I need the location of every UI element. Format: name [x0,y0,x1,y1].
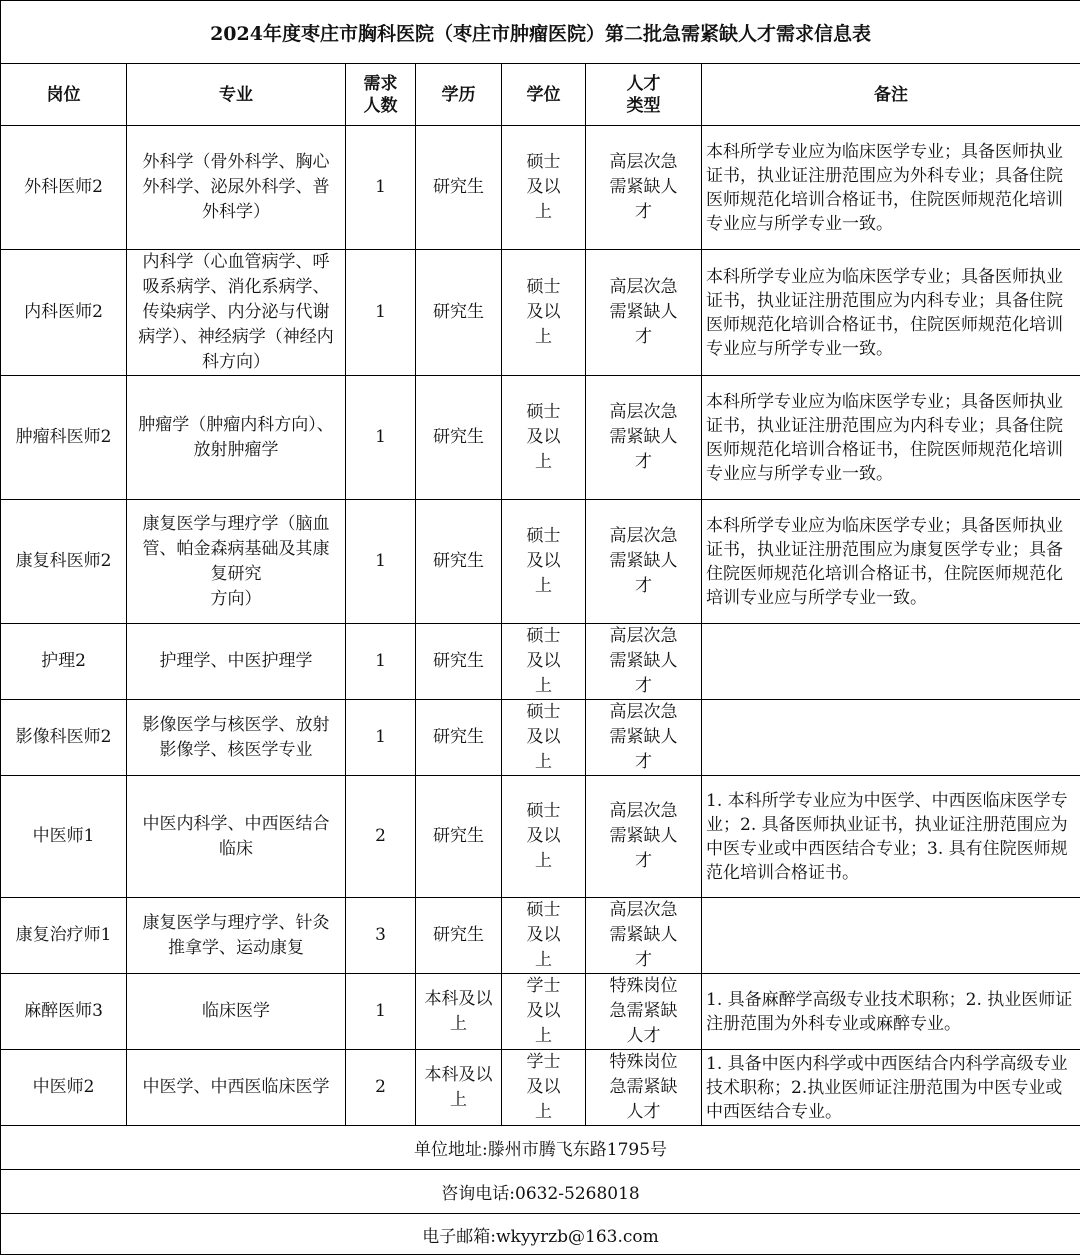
header-count: 需求 人数 [346,64,416,126]
cell-education-text: 本科及以上 [425,987,493,1037]
cell-count: 1 [346,126,416,250]
cell-degree [502,1050,586,1126]
header-major: 专业 [127,64,346,126]
table-row [1,624,1080,700]
cell-education-text: 研究生 [425,725,493,750]
cell-major: 护理学、中医护理学 [127,624,346,700]
cell-remarks: 本科所学专业应为临床医学专业；具备医师执业证书，执业证注册范围应为康复医学专业；具备住院医师规范化培训合格证书，住院医师规范化培训专业应与所学专业一致。 [702,500,1080,624]
cell-position: 影像科医师2 [1,700,127,776]
table-row [1,974,1080,1050]
table-row [1,898,1080,974]
header-row [1,64,1080,126]
cell-education [416,376,502,500]
cell-remarks [702,898,1080,974]
cell-talent-type [586,700,702,776]
cell-degree-text: 学士及以上 [522,974,565,1049]
cell-degree [502,126,586,250]
cell-major: 影像医学与核医学、放射影像学、核医学专业 [127,700,346,776]
cell-degree [502,898,586,974]
cell-education [416,1050,502,1126]
cell-position: 内科医师2 [1,250,127,376]
cell-degree-text: 硕士及以上 [522,700,565,775]
cell-position: 康复科医师2 [1,500,127,624]
cell-remarks: 本科所学专业应为临床医学专业；具备医师执业证书，执业证注册范围应为内科专业；具备住院医师规范化培训合格证书，住院医师规范化培训专业应与所学专业一致。 [702,376,1080,500]
table-row [1,1050,1080,1126]
cell-remarks: 本科所学专业应为临床医学专业；具备医师执业证书，执业证注册范围应为内科专业；具备住院医师规范化培训合格证书，住院医师规范化培训专业应与所学专业一致。 [702,250,1080,376]
cell-position: 中医师2 [1,1050,127,1126]
cell-degree-text: 硕士及以上 [522,799,565,874]
cell-education [416,974,502,1050]
cell-major: 外科学（骨外科学、胸心外科学、泌尿外科学、普外科学） [127,126,346,250]
footer-address-row [1,1126,1080,1170]
cell-education [416,624,502,700]
cell-education-text: 本科及以上 [425,1063,493,1113]
cell-education-text: 研究生 [425,175,493,200]
cell-degree [502,974,586,1050]
cell-degree [502,500,586,624]
cell-talent-type-text: 特殊岗位急需紧缺人才 [605,974,682,1049]
footer-address: 单位地址:滕州市腾飞东路1795号 [1,1126,1080,1170]
cell-count: 1 [346,974,416,1050]
cell-education-text: 研究生 [425,824,493,849]
table-row [1,376,1080,500]
table-row [1,500,1080,624]
cell-major: 康复医学与理疗学、针灸推拿学、运动康复 [127,898,346,974]
cell-talent-type [586,776,702,898]
cell-count: 3 [346,898,416,974]
cell-talent-type-text: 高层次急需紧缺人才 [605,150,682,225]
cell-education-text: 研究生 [425,649,493,674]
header-education: 学历 [416,64,502,126]
cell-education-text: 研究生 [425,425,493,450]
header-remarks: 备注 [702,64,1080,126]
cell-education-text: 研究生 [425,300,493,325]
cell-remarks: 1. 具备麻醉学高级专业技术职称；2. 执业医师证注册范围为外科专业或麻醉专业。 [702,974,1080,1050]
cell-talent-type [586,250,702,376]
cell-education [416,250,502,376]
cell-degree [502,376,586,500]
cell-remarks [702,700,1080,776]
cell-remarks: 1. 具备中医内科学或中西医结合内科学高级专业技术职称；2.执业医师证注册范围为中医专业或中西医结合专业。 [702,1050,1080,1126]
footer-phone-row [1,1170,1080,1214]
cell-talent-type [586,500,702,624]
cell-education [416,776,502,898]
cell-talent-type [586,126,702,250]
cell-remarks [702,624,1080,700]
header-degree: 学位 [502,64,586,126]
cell-degree-text: 硕士及以上 [522,150,565,225]
cell-degree [502,250,586,376]
cell-position: 肿瘤科医师2 [1,376,127,500]
footer-phone: 咨询电话:0632-5268018 [1,1170,1080,1214]
cell-talent-type-text: 高层次急需紧缺人才 [605,524,682,599]
cell-count: 1 [346,376,416,500]
cell-talent-type-text: 高层次急需紧缺人才 [605,400,682,475]
cell-major: 康复医学与理疗学（脑血管、帕金森病基础及其康复研究 方向） [127,500,346,624]
cell-talent-type-text: 高层次急需紧缺人才 [605,275,682,350]
cell-count: 1 [346,500,416,624]
cell-talent-type-text: 特殊岗位急需紧缺人才 [605,1050,682,1125]
cell-position: 中医师1 [1,776,127,898]
cell-talent-type [586,624,702,700]
cell-major: 肿瘤学（肿瘤内科方向）、放射肿瘤学 [127,376,346,500]
table-row [1,700,1080,776]
cell-degree-text: 硕士及以上 [522,400,565,475]
cell-remarks: 本科所学专业应为临床医学专业；具备医师执业证书，执业证注册范围应为外科专业；具备住院医师规范化培训合格证书，住院医师规范化培训专业应与所学专业一致。 [702,126,1080,250]
cell-education-text: 研究生 [425,923,493,948]
cell-major: 临床医学 [127,974,346,1050]
cell-count: 1 [346,250,416,376]
cell-position: 康复治疗师1 [1,898,127,974]
cell-talent-type [586,974,702,1050]
cell-education-text: 研究生 [425,549,493,574]
footer-email: 电子邮箱:wkyyrzb@163.com [1,1214,1080,1255]
cell-degree [502,700,586,776]
cell-talent-type-text: 高层次急需紧缺人才 [605,624,682,699]
table-row [1,776,1080,898]
cell-talent-type [586,1050,702,1126]
cell-talent-type [586,898,702,974]
cell-count: 2 [346,1050,416,1126]
table-row [1,250,1080,376]
cell-major: 内科学（心血管病学、呼吸系病学、消化系病学、传染病学、内分泌与代谢病学）、神经病学（神经内科方向） [127,250,346,376]
cell-major: 中医内科学、中西医结合临床 [127,776,346,898]
cell-talent-type-text: 高层次急需紧缺人才 [605,799,682,874]
cell-degree-text: 硕士及以上 [522,624,565,699]
cell-education [416,898,502,974]
cell-major: 中医学、中西医临床医学 [127,1050,346,1126]
cell-degree-text: 学士及以上 [522,1050,565,1125]
cell-degree-text: 硕士及以上 [522,524,565,599]
cell-talent-type-text: 高层次急需紧缺人才 [605,898,682,973]
table-title: 2024年度枣庄市胸科医院（枣庄市肿瘤医院）第二批急需紧缺人才需求信息表 [1,1,1080,64]
cell-degree-text: 硕士及以上 [522,275,565,350]
header-talent-type: 人才 类型 [586,64,702,126]
cell-degree [502,624,586,700]
cell-degree [502,776,586,898]
cell-talent-type-text: 高层次急需紧缺人才 [605,700,682,775]
header-position: 岗位 [1,64,127,126]
cell-education [416,500,502,624]
cell-position: 外科医师2 [1,126,127,250]
cell-count: 1 [346,700,416,776]
footer-email-row [1,1214,1080,1255]
cell-education [416,700,502,776]
cell-position: 护理2 [1,624,127,700]
title-row [1,1,1080,64]
cell-position: 麻醉医师3 [1,974,127,1050]
cell-education [416,126,502,250]
cell-count: 1 [346,624,416,700]
cell-degree-text: 硕士及以上 [522,898,565,973]
cell-remarks: 1. 本科所学专业应为中医学、中西医临床医学专业；2. 具备医师执业证书，执业证注册范围应为中医专业或中西医结合专业；3. 具有住院医师规范化培训合格证书。 [702,776,1080,898]
table-row [1,126,1080,250]
cell-talent-type [586,376,702,500]
cell-count: 2 [346,776,416,898]
